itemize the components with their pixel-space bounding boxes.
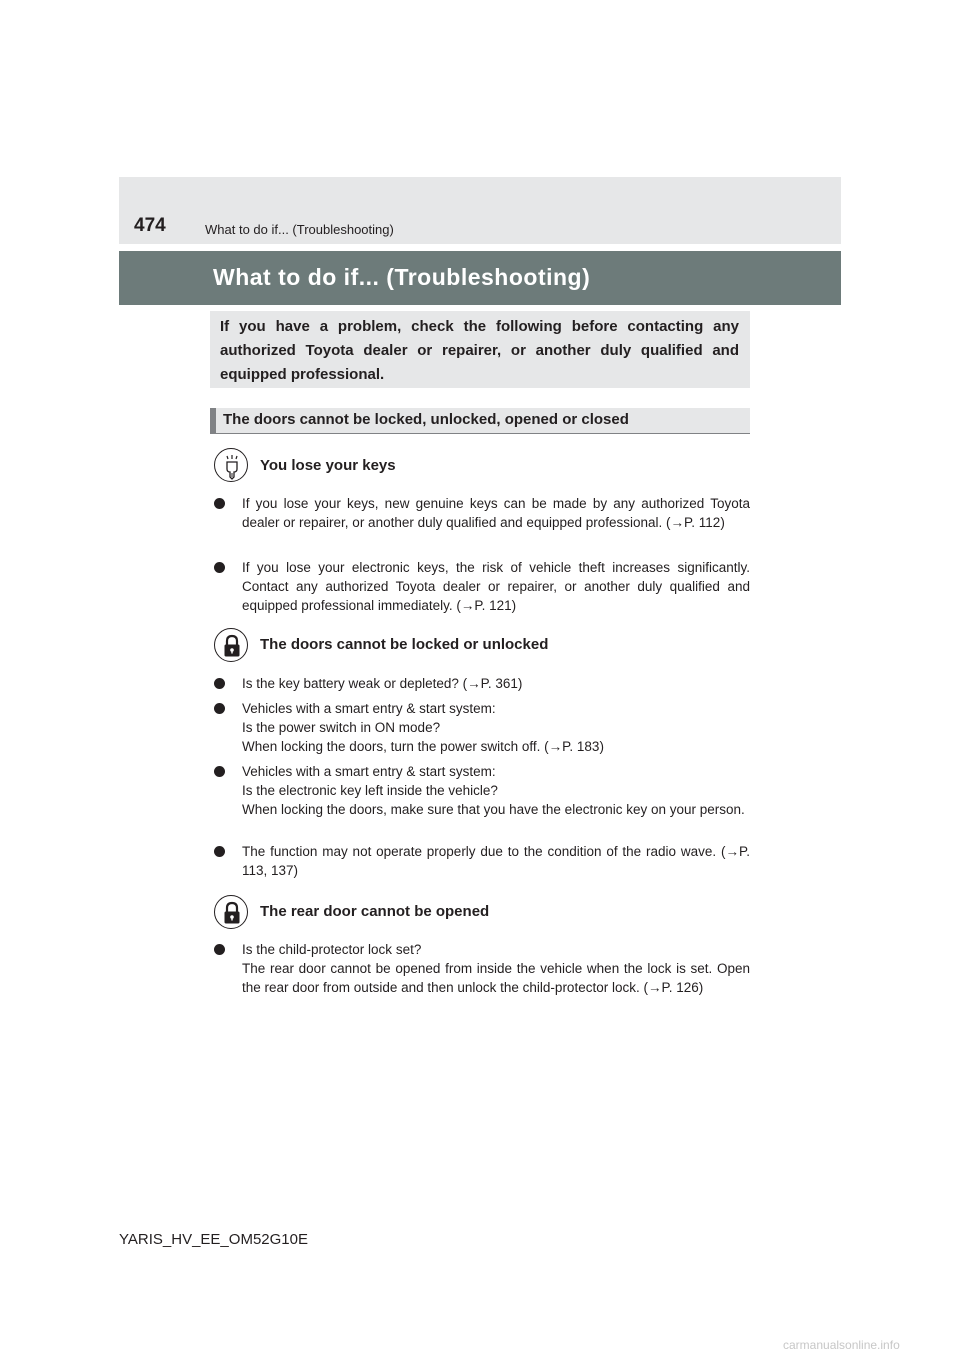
padlock-icon xyxy=(214,628,248,662)
subsection-heading: The rear door cannot be opened xyxy=(260,903,490,920)
bullet-dot xyxy=(214,766,225,777)
watermark: carmanualsonline.info xyxy=(783,1338,900,1352)
key-icon xyxy=(214,448,248,482)
bullet-dot xyxy=(214,498,225,509)
section-heading: The doors cannot be locked, unlocked, opened or closed xyxy=(223,411,629,428)
list-item: Is the key battery weak or depleted? (→P. 361) xyxy=(214,674,750,693)
bullet-dot xyxy=(214,678,225,689)
bullet-dot xyxy=(214,846,225,857)
document-code: YARIS_HV_EE_OM52G10E xyxy=(119,1231,308,1248)
list-item: Vehicles with a smart entry & start system: Is the power switch in ON mode? When locking the doors, turn the power switch off. (→P. 183) xyxy=(214,699,750,756)
page-title: What to do if... (Troubleshooting) xyxy=(213,264,591,290)
list-item: Is the child-protector lock set? The rear door cannot be opened from inside the vehicle when the lock is set. Open the rear door from outside and then unlock the child-protector lock. (→P. 126) xyxy=(214,940,750,997)
page-number: 474 xyxy=(134,215,166,236)
bullet-dot xyxy=(214,944,225,955)
intro-text: If you have a problem, check the following before contacting any authorized Toyota dealer or repairer, or another duly qualified and equipped professional. xyxy=(220,318,739,383)
running-head: What to do if... (Troubleshooting) xyxy=(205,222,394,237)
subsection-heading: The doors cannot be locked or unlocked xyxy=(260,636,549,653)
list-item: The function may not operate properly due to the condition of the radio wave. (→P. 113, 137) xyxy=(214,842,750,880)
bullet-dot xyxy=(214,562,225,573)
list-item: If you lose your keys, new genuine keys can be made by any authorized Toyota dealer or repairer, or another duly qualified and equipped professional. (→P. 112) xyxy=(214,494,750,532)
subsection-heading: You lose your keys xyxy=(260,457,396,474)
bullet-dot xyxy=(214,703,225,714)
padlock-icon xyxy=(214,895,248,929)
list-item: Vehicles with a smart entry & start system: Is the electronic key left inside the vehicle? When locking the doors, make sure that you have the electronic key on your person. xyxy=(214,762,750,819)
list-item: If you lose your electronic keys, the risk of vehicle theft increases significantly. Contact any authorized Toyota dealer or repairer, or another duly qualified and equipped professional immediately. (→P. 121) xyxy=(214,558,750,615)
